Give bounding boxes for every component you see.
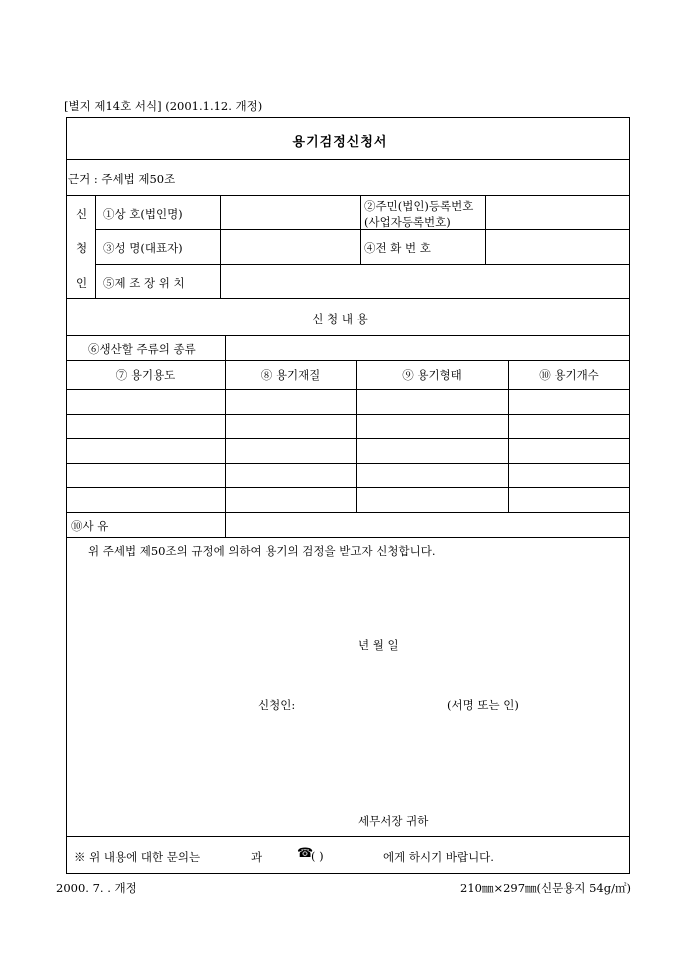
trade-name-label: ①상 호(법인명) [103,207,183,221]
addressee: 세무서장 귀하 [358,814,429,828]
reason-label: ⑩사 유 [71,519,109,533]
table-row[interactable] [67,439,629,463]
liquor-type-label: ⑥생산할 주류의 종류 [88,342,196,356]
representative-name-label: ③성 명(대표자) [103,241,183,255]
legal-basis: 근거 : 주세법 제50조 [68,172,176,186]
inquiry-suffix: 에게 하시기 바랍니다. [383,850,494,864]
inquiry-department: 과 [251,850,263,864]
form-title: 용기검정신청서 [292,135,388,150]
signature-hint: (서명 또는 인) [447,698,519,712]
reason-field[interactable] [226,513,629,536]
date-line: 년 월 일 [358,638,399,652]
trade-name-field[interactable] [221,196,359,229]
column-container-material: ⑧ 용기재질 [260,368,321,382]
table-row[interactable] [67,488,629,512]
column-container-count: ⑩ 용기개수 [539,368,599,382]
representative-name-field[interactable] [221,230,359,263]
business-registration-label: (사업자등록번호) [364,215,451,229]
factory-location-field[interactable] [221,265,629,297]
application-content-title: 신 청 내 용 [312,312,368,326]
phone-number-field[interactable] [486,230,629,263]
phone-number-label: ④전 화 번 호 [364,241,431,255]
signature-field[interactable] [305,692,445,714]
signature-label: 신청인: [258,698,296,712]
factory-location-label: ⑤제 조 장 위 치 [103,276,185,290]
revision-date: 2000. 7. . 개정 [56,881,137,895]
column-container-use: ⑦ 용기용도 [115,368,176,382]
column-container-shape: ⑨ 용기형태 [402,368,462,382]
applicant-label-3: 인 [76,276,88,290]
form-number-note: [별지 제14호 서식] (2001.1.12. 개정) [64,99,263,113]
applicant-label-1: 신 [76,207,88,221]
table-row[interactable] [67,390,629,414]
phone-icon: ☎ [297,846,314,861]
inquiry-phone: ( ) [311,849,324,863]
inquiry-prefix: ※ 위 내용에 대한 문의는 [74,850,201,864]
application-statement: 위 주세법 제50조의 규정에 의하여 용기의 검정을 받고자 신청합니다. [88,544,436,558]
registration-number-field[interactable] [486,196,629,229]
table-row[interactable] [67,464,629,487]
liquor-type-field[interactable] [226,336,629,359]
table-row[interactable] [67,415,629,438]
registration-number-label: ②주민(법인)등록번호 [364,199,474,213]
paper-spec: 210㎜×297㎜(신문용지 54g/㎡) [460,881,631,895]
applicant-label-2: 청 [76,241,88,255]
